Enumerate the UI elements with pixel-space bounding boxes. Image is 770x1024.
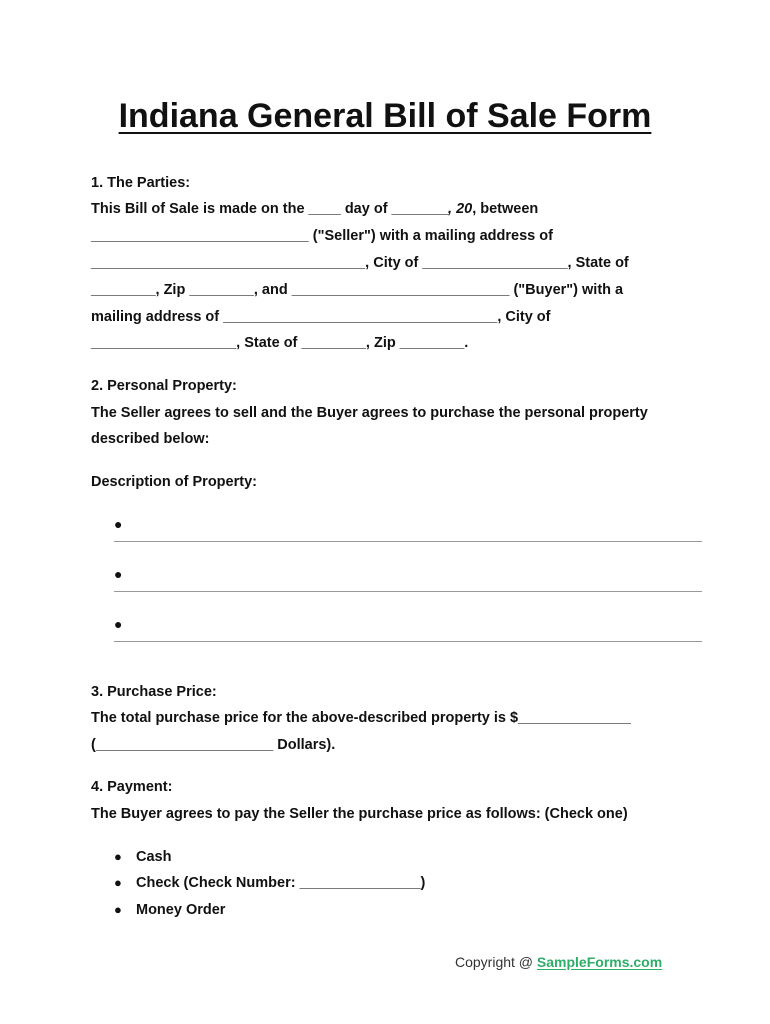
parties-line-1-b: , 20 xyxy=(448,201,473,217)
section-heading-parties: 1. The Parties: xyxy=(91,175,191,191)
blank-line xyxy=(114,591,702,592)
property-description-field[interactable] xyxy=(114,564,702,592)
purchase-price-line-1: The total purchase price for the above-described property is $______________ xyxy=(91,710,631,726)
sampleforms-link[interactable]: SampleForms.com xyxy=(536,954,663,970)
bullet-icon: ● xyxy=(114,566,123,582)
payment-option-cash[interactable] xyxy=(114,847,171,867)
section-heading-payment: 4. Payment: xyxy=(91,779,173,795)
bullet-icon: ● xyxy=(114,516,123,532)
blank-line xyxy=(114,541,702,542)
personal-property-line-2: described below: xyxy=(91,431,210,447)
parties-line-1-a: This Bill of Sale is made on the ____ day of _______ xyxy=(91,201,449,217)
section-heading-personal-property: 2. Personal Property: xyxy=(91,378,237,394)
payment-option-money-order[interactable] xyxy=(114,900,225,920)
parties-line-6: __________________, State of ________, Zip ________. xyxy=(91,335,469,351)
copyright-footer xyxy=(455,952,662,972)
parties-line-4: ________, Zip ________, and ___________________________ ("Buyer") with a xyxy=(91,282,624,298)
parties-line-1 xyxy=(91,199,538,219)
section-heading-purchase-price: 3. Purchase Price: xyxy=(91,684,217,700)
copyright-prefix: Copyright @ xyxy=(455,954,537,970)
property-description-field[interactable] xyxy=(114,614,702,642)
payment-option-check[interactable] xyxy=(114,873,425,893)
description-label: Description of Property: xyxy=(91,474,257,490)
bullet-icon: ● xyxy=(114,902,122,917)
payment-option-label: Cash xyxy=(136,849,172,865)
blank-line xyxy=(114,641,702,642)
page-title: Indiana General Bill of Sale Form xyxy=(118,97,652,135)
parties-line-5: mailing address of __________________________________, City of xyxy=(91,309,551,325)
bullet-icon: ● xyxy=(114,616,123,632)
parties-line-1-c: , between xyxy=(472,201,539,217)
parties-line-3: __________________________________, City of __________________, State of xyxy=(91,255,629,271)
payment-option-label: Money Order xyxy=(136,902,226,918)
personal-property-line-1: The Seller agrees to sell and the Buyer agrees to purchase the personal property xyxy=(91,405,648,421)
bullet-icon: ● xyxy=(114,849,122,864)
purchase-price-line-2: (______________________ Dollars). xyxy=(91,737,336,753)
property-description-field[interactable] xyxy=(114,514,702,542)
payment-intro: The Buyer agrees to pay the Seller the purchase price as follows: (Check one) xyxy=(91,806,628,822)
payment-option-label: Check (Check Number: _______________) xyxy=(136,875,426,891)
parties-line-2: ___________________________ ("Seller") with a mailing address of xyxy=(91,228,553,244)
bullet-icon: ● xyxy=(114,875,122,890)
